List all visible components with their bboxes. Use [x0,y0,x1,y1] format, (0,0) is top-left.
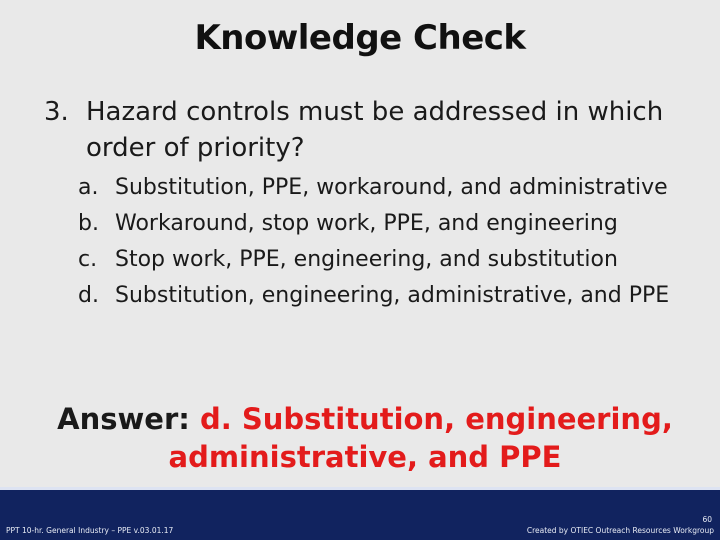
footer-bar [0,487,720,540]
footer-credit: Created by OTIEC Outreach Resources Workgroup [526,526,714,535]
option-letter: a. [78,175,99,200]
option-d [78,280,698,311]
answer-reveal [40,400,690,476]
question-text: Hazard controls must be addressed in which order of priority? [86,97,664,163]
option-a [78,172,698,203]
option-b [78,208,698,239]
option-c [78,244,698,275]
option-letter: d. [78,283,99,308]
slide-title: Knowledge Check [194,18,526,58]
answer-value: d. Substitution, engineering, administrative, and PPE [168,402,673,474]
footer-course-label: PPT 10-hr. General Industry – PPE v.03.01.17 [6,526,174,535]
option-text: Stop work, PPE, engineering, and substitution [115,247,618,272]
option-text: Workaround, stop work, PPE, and engineering [115,211,618,236]
option-text: Substitution, PPE, workaround, and administrative [115,175,668,200]
option-text: Substitution, engineering, administrative, and PPE [115,283,670,308]
option-letter: b. [78,211,99,236]
answer-options [78,172,698,316]
page-number: 60 [702,515,712,524]
question-number: 3. [44,97,69,127]
question [44,94,694,166]
answer-label: Answer: [57,402,190,436]
option-letter: c. [78,247,98,272]
